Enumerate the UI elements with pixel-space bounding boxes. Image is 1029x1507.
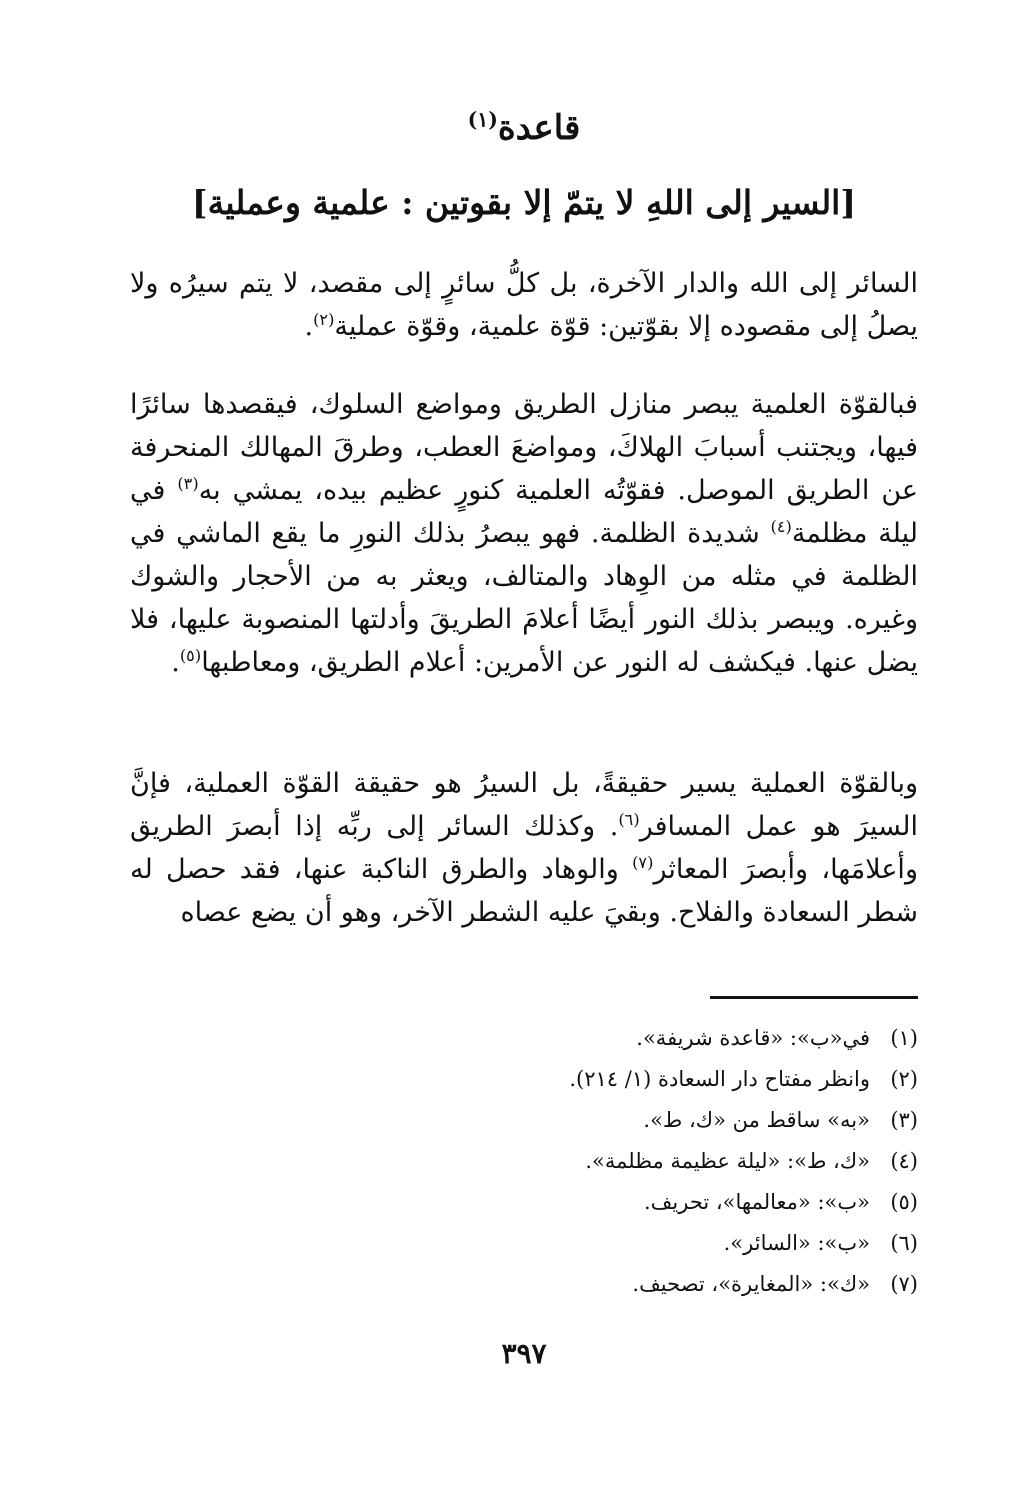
paragraph-2 [130,383,918,684]
footnote-number: (٧) [890,1272,918,1296]
paragraph-text: السائر إلى الله والدار الآخرة، بل كلُّ سائرٍ إلى مقصد، لا يتم سيرُه ولا يصلُ إلى مقصوده إلا بقوّتين: قوّة علمية، وقوّة عملية [130,268,918,342]
footnote-text: في«ب»: «قاعدة شريفة». [636,1026,870,1050]
footnote-marker: (٥) [179,646,202,665]
paragraph-text: والوهاد والطرق الناكبة عنها، فقد حصل له شطر السعادة والفلاح. وبقيَ عليه الشطر الآخر، وهو أن يضع عصاه [130,854,918,928]
footnote-item [130,1059,918,1100]
footnote-marker: (٤) [770,517,792,536]
footnote-item [130,1100,918,1141]
footnote-number: (١) [890,1026,918,1050]
footnote-marker: (٢) [313,310,335,329]
footnote-number: (٤) [890,1149,918,1173]
paragraph-text: . [304,311,314,342]
footnote-marker: (٦) [618,810,640,829]
footnote-item [130,1182,918,1223]
footnote-text: «ب»: «السائر». [723,1231,870,1255]
footnotes-list [130,1018,918,1305]
footnote-number: (٣) [890,1108,918,1132]
footnote-item [130,1018,918,1059]
footnote-number: (٢) [890,1067,918,1091]
footnote-item [130,1223,918,1264]
paragraph-text: في ليلة مظلمة [130,475,918,549]
section-title [130,108,918,148]
page-number: ٣٩٧ [501,1337,547,1370]
footnote-divider [710,996,918,999]
footnote-text: «به» ساقط من «ك، ط». [643,1108,870,1132]
paragraph-text: شديدة الظلمة. فهو يبصرُ بذلك النورِ ما يقع الماشي في الظلمة في مثله من الوِهاد والمتالف، ويعثر به من الأحجار والشوك وغيره. ويبصر بذلك النور أيضًا أعلامَ الطريقَ وأدلتها المنصوبة عليها، فلا يضل عنها. فيكشف له النور عن الأمرين: أعلام الطريق، ومعاطبها [130,518,918,678]
footnote-item [130,1141,918,1182]
footnote-item [130,1264,918,1305]
paragraph-text: فبالقوّة العلمية يبصر منازل الطريق ومواضع السلوك، فيقصدها سائرًا فيها، ويجتنب أسبابَ الهلاكَ، ومواضعَ العطب، وطرقَ المهالك المنحرفة عن الطريق الموصل. فقوّتُه العلمية كنورٍ عظيم بيده، يمشي به [130,389,918,506]
footnote-marker: (٣) [177,474,199,493]
footnote-marker: (٧) [632,853,654,872]
paragraph-3 [130,762,918,934]
footnote-text: «ب»: «معالمها»، تحريف. [643,1190,870,1214]
section-subtitle: [السير إلى اللهِ لا يتمّ إلا بقوتين : علمية وعملية] [192,183,856,222]
footnote-text: وانظر مفتاح دار السعادة (١/ ٢١٤). [569,1067,870,1091]
footnote-number: (٦) [890,1231,918,1255]
paragraph-text: وبالقوّة العملية يسير حقيقةً، بل السيرُ هو حقيقة القوّة العملية، فإنَّ السيرَ هو عمل المسافر [130,768,918,842]
paragraph-text: . وكذلك السائر إلى ربِّه إذا أبصرَ الطريق وأعلامَها، وأبصرَ المعاثر [130,811,918,885]
paragraph-1 [130,262,918,348]
paragraph-text: . [171,647,180,678]
footnote-number: (٥) [890,1190,918,1214]
section-title-text: قاعدة [497,108,581,148]
footnote-marker: (١) [467,107,498,132]
footnote-text: «ك»: «المغايرة»، تصحيف. [632,1272,870,1296]
footnote-text: «ك، ط»: «ليلة عظيمة مظلمة». [585,1149,870,1173]
